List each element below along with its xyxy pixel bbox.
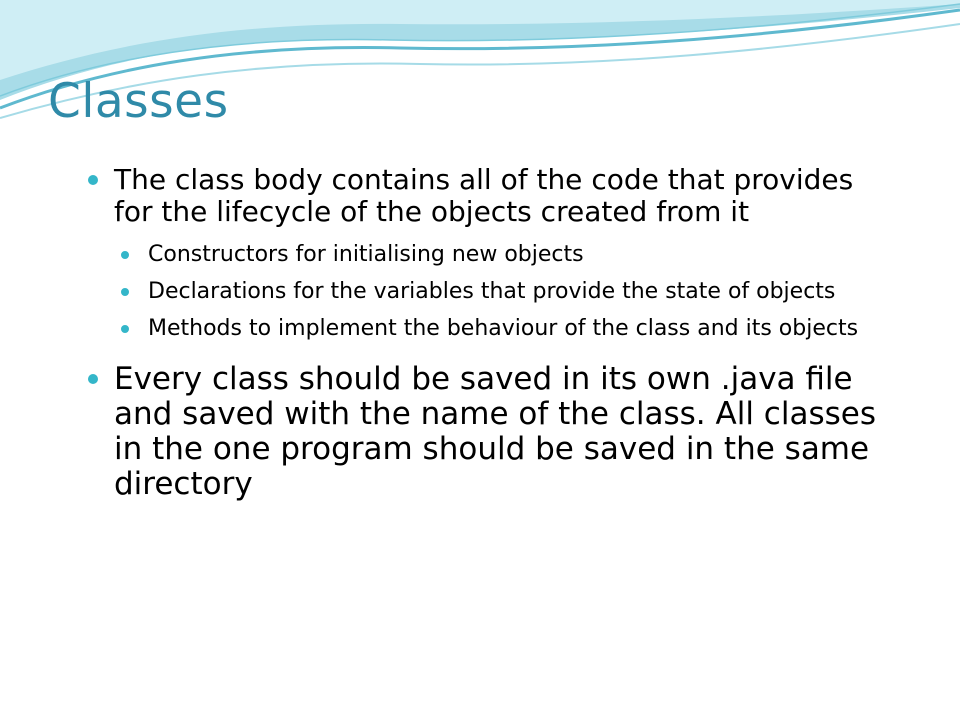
sub-bullet-2-text: Declarations for the variables that provide the state of objects [148, 279, 836, 304]
slide-content [88, 164, 888, 502]
sub-bullet-1 [121, 242, 888, 268]
sub-bullet-1-text: Constructors for initialising new objects [148, 242, 584, 267]
slide-title: Classes [48, 74, 229, 129]
bullet-2 [88, 362, 888, 502]
bullet-1-sublist [88, 242, 888, 342]
sub-bullet-3 [121, 316, 888, 342]
bullet-1-text: The class body contains all of the code that provides for the lifecycle of the objects created from it [114, 163, 854, 228]
bullet-1 [88, 164, 888, 228]
sub-bullet-2 [121, 279, 888, 305]
sub-bullet-3-text: Methods to implement the behaviour of the class and its objects [148, 316, 859, 341]
bullet-2-text: Every class should be saved in its own .java file and saved with the name of the class. All classes in the one program should be saved in the same directory [114, 361, 876, 502]
